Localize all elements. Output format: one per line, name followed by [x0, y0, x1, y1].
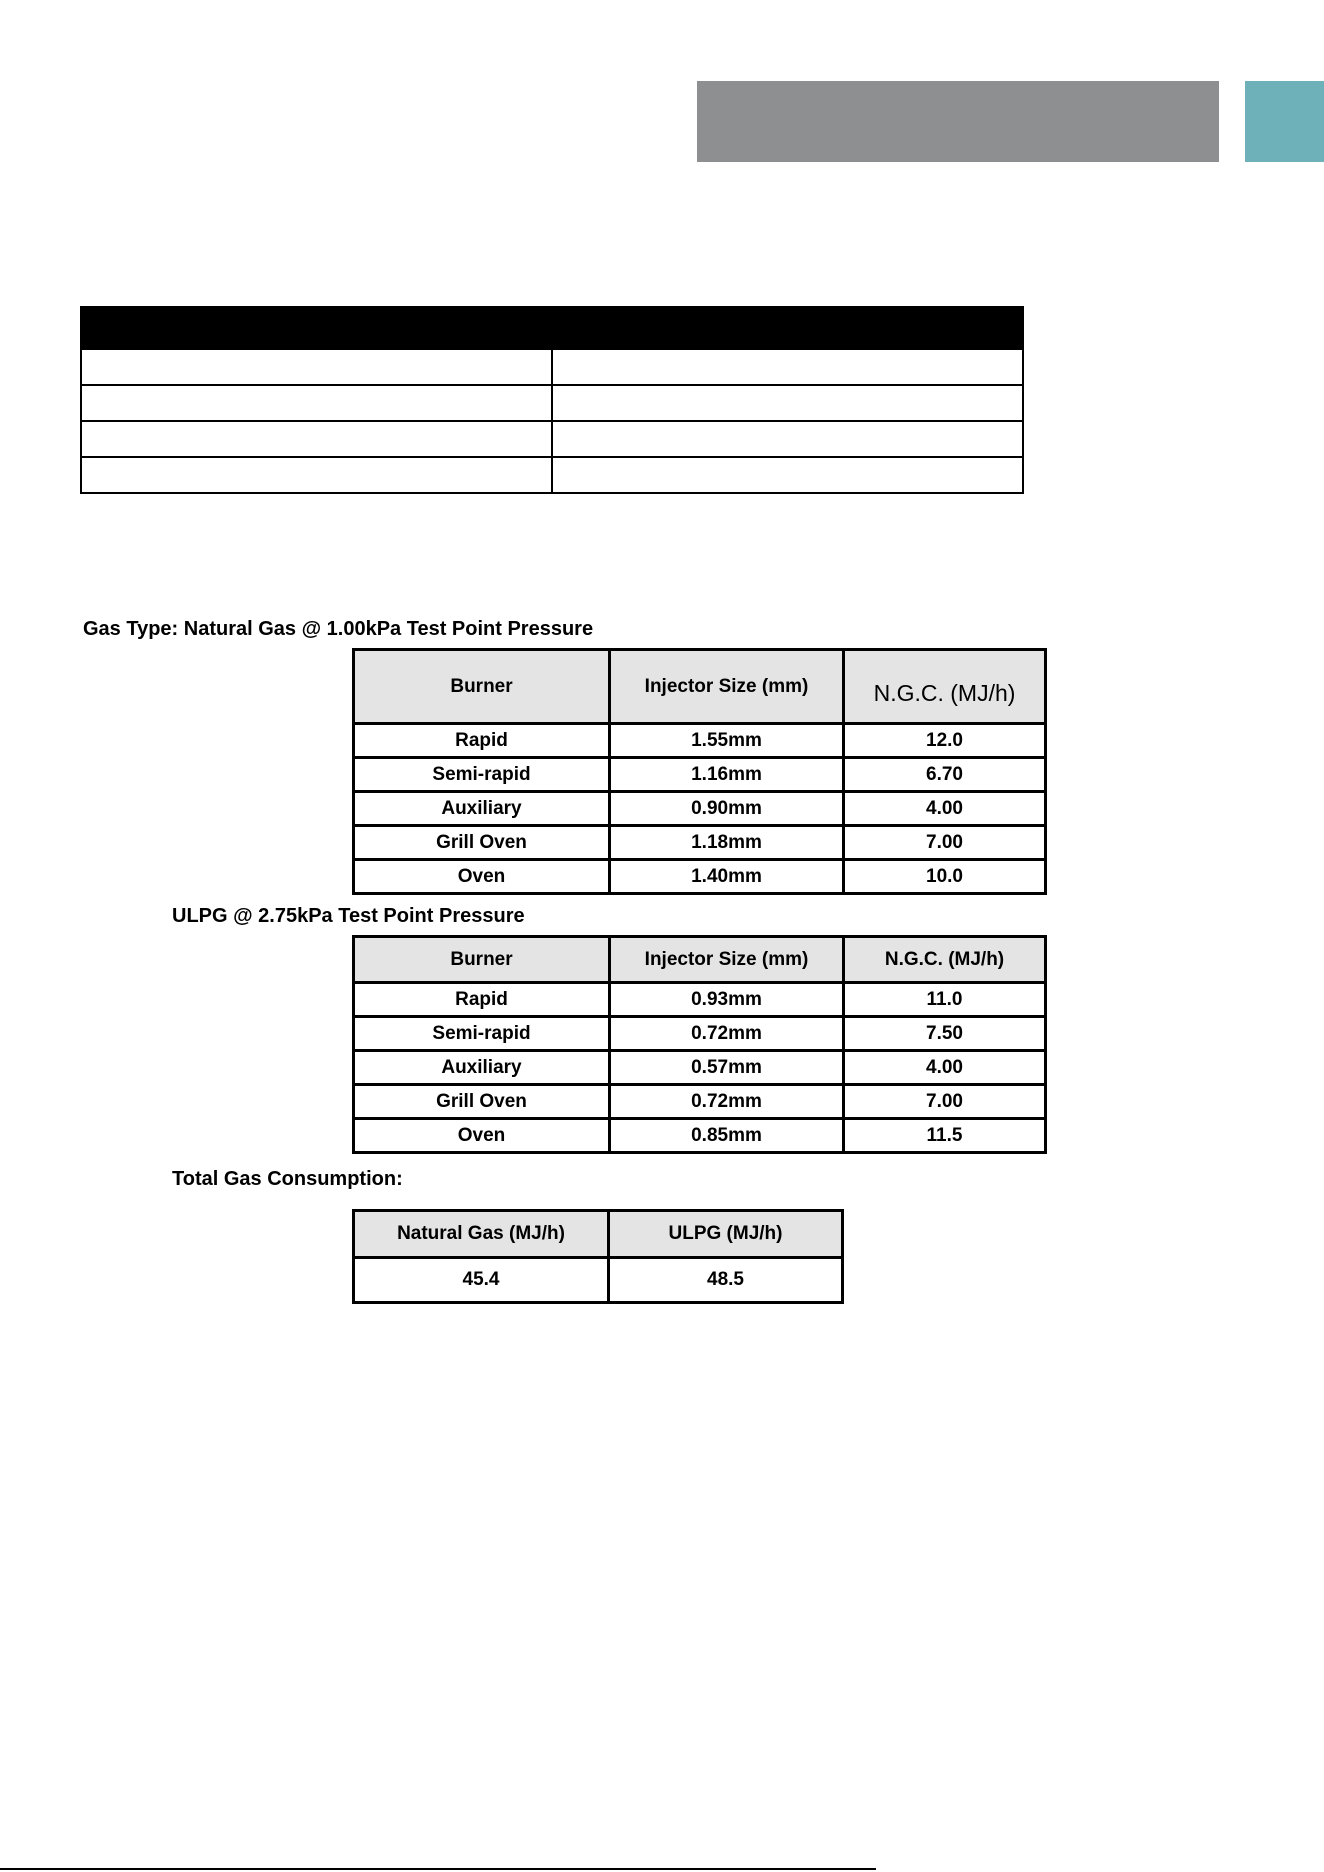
table-row — [354, 1017, 1046, 1051]
cell-injector: 0.57mm — [610, 1051, 844, 1085]
cell-injector: 1.40mm — [610, 860, 844, 894]
cell-injector: 0.72mm — [610, 1017, 844, 1051]
table-header-row — [354, 650, 1046, 724]
header-burner: Burner — [354, 937, 610, 983]
header-burner: Burner — [354, 650, 610, 724]
spec-cell — [81, 349, 552, 385]
cell-ngc: 11.5 — [844, 1119, 1046, 1153]
header-natural-gas: Natural Gas (MJ/h) — [354, 1211, 609, 1258]
table-row — [81, 457, 1023, 493]
table-row — [354, 826, 1046, 860]
spec-cell — [81, 421, 552, 457]
header-injector: Injector Size (mm) — [610, 650, 844, 724]
cell-ngc: 12.0 — [844, 724, 1046, 758]
spec-table-header — [81, 307, 1023, 349]
table-header-row — [354, 937, 1046, 983]
ulpg-label: ULPG @ 2.75kPa Test Point Pressure — [172, 905, 525, 927]
table-row — [354, 724, 1046, 758]
total-gas-label: Total Gas Consumption: — [172, 1168, 403, 1190]
cell-burner: Semi-rapid — [354, 1017, 610, 1051]
header-ngc: N.G.C. (MJ/h) — [844, 937, 1046, 983]
header-gray-bar — [697, 81, 1219, 162]
cell-ngc: 11.0 — [844, 983, 1046, 1017]
spec-cell — [552, 349, 1023, 385]
table-row — [81, 421, 1023, 457]
spec-cell — [81, 385, 552, 421]
table-row — [354, 860, 1046, 894]
cell-injector: 0.90mm — [610, 792, 844, 826]
spec-table-header-cell — [81, 307, 552, 349]
table-row — [354, 792, 1046, 826]
footer-rule — [0, 1868, 876, 1870]
cell-burner: Grill Oven — [354, 1085, 610, 1119]
cell-injector: 1.18mm — [610, 826, 844, 860]
spec-cell — [552, 421, 1023, 457]
table-row — [354, 1085, 1046, 1119]
spec-cell — [552, 457, 1023, 493]
cell-burner: Oven — [354, 860, 610, 894]
table-row — [354, 1051, 1046, 1085]
spec-cell — [552, 385, 1023, 421]
spec-table — [80, 306, 1024, 494]
header-injector: Injector Size (mm) — [610, 937, 844, 983]
cell-burner: Grill Oven — [354, 826, 610, 860]
table-row — [354, 758, 1046, 792]
cell-ngc: 7.00 — [844, 826, 1046, 860]
cell-burner: Oven — [354, 1119, 610, 1153]
ulpg-table — [352, 935, 1047, 1154]
cell-burner: Auxiliary — [354, 792, 610, 826]
spec-cell — [81, 457, 552, 493]
cell-injector: 1.55mm — [610, 724, 844, 758]
cell-injector: 0.85mm — [610, 1119, 844, 1153]
cell-burner: Rapid — [354, 983, 610, 1017]
header-teal-tab — [1245, 81, 1324, 162]
cell-ngc: 4.00 — [844, 1051, 1046, 1085]
table-row — [81, 349, 1023, 385]
natural-gas-label: Gas Type: Natural Gas @ 1.00kPa Test Point Pressure — [83, 618, 594, 640]
table-row — [354, 983, 1046, 1017]
header-ulpg: ULPG (MJ/h) — [609, 1211, 843, 1258]
total-gas-table — [352, 1209, 844, 1304]
cell-burner: Auxiliary — [354, 1051, 610, 1085]
cell-injector: 0.72mm — [610, 1085, 844, 1119]
cell-ngc: 6.70 — [844, 758, 1046, 792]
cell-ngc: 10.0 — [844, 860, 1046, 894]
cell-ngc: 7.50 — [844, 1017, 1046, 1051]
cell-ngc: 7.00 — [844, 1085, 1046, 1119]
table-header-row — [354, 1211, 843, 1258]
spec-table-header-cell — [552, 307, 1023, 349]
table-row — [354, 1258, 843, 1303]
cell-natural-gas-total: 45.4 — [354, 1258, 609, 1303]
table-row — [354, 1119, 1046, 1153]
cell-burner: Semi-rapid — [354, 758, 610, 792]
cell-ngc: 4.00 — [844, 792, 1046, 826]
cell-injector: 0.93mm — [610, 983, 844, 1017]
cell-burner: Rapid — [354, 724, 610, 758]
table-row — [81, 385, 1023, 421]
cell-ulpg-total: 48.5 — [609, 1258, 843, 1303]
natural-gas-table — [352, 648, 1047, 895]
header-ngc: N.G.C. (MJ/h) — [844, 650, 1046, 724]
cell-injector: 1.16mm — [610, 758, 844, 792]
